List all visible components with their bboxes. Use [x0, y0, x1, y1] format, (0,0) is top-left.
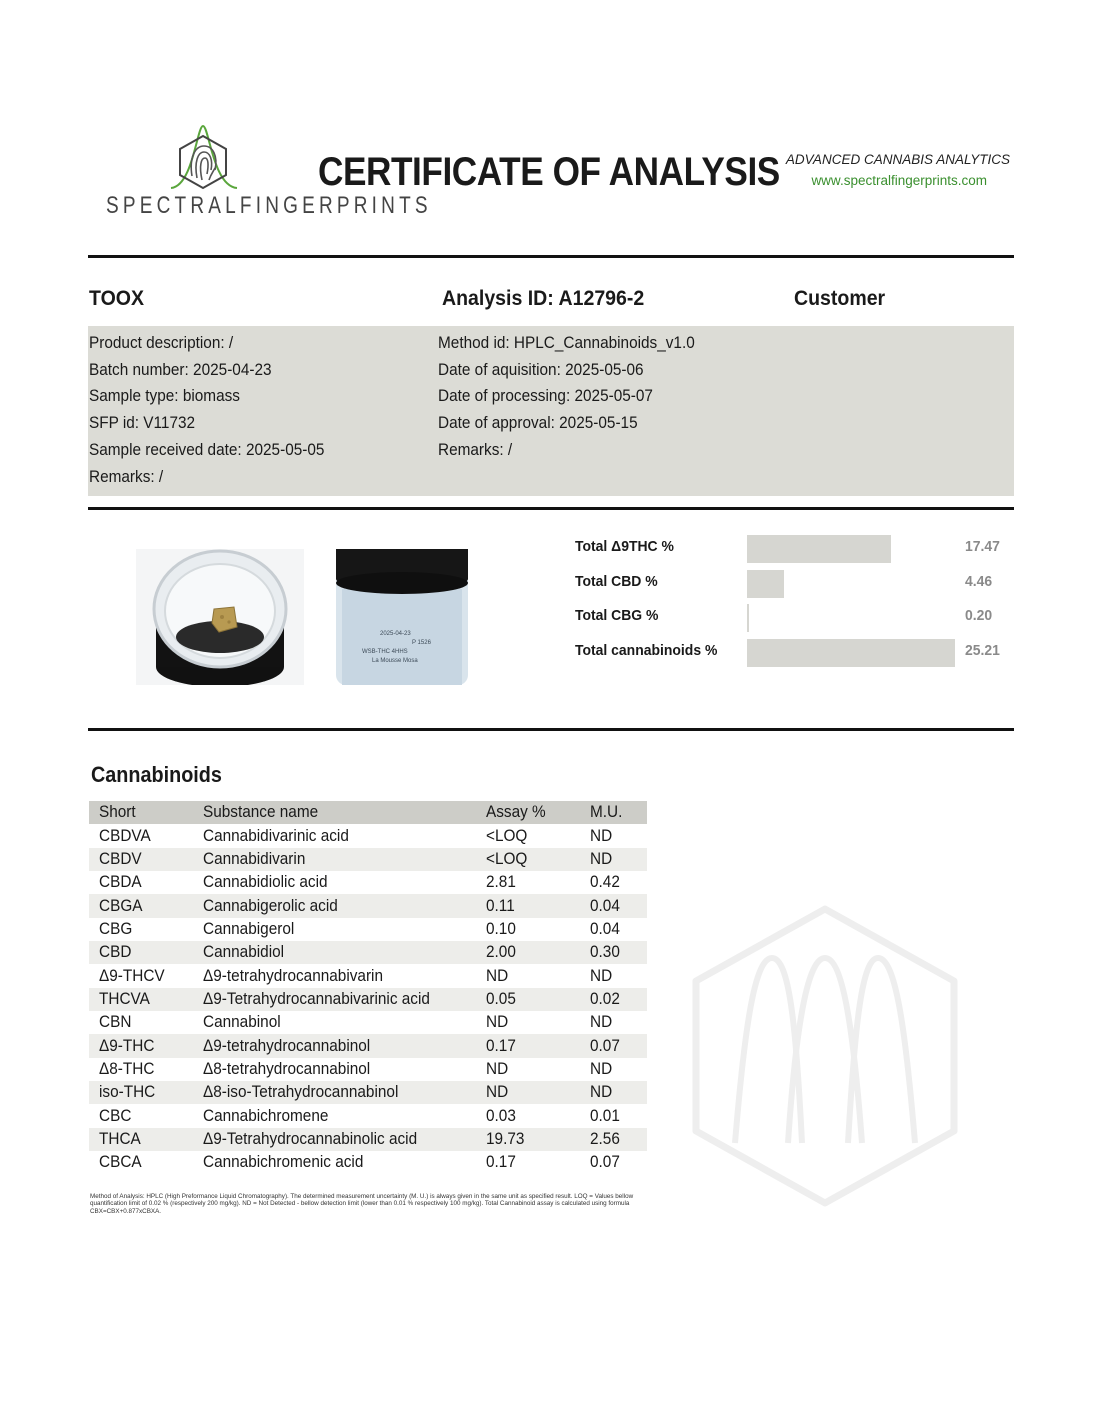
- cell-short: CBDV: [89, 848, 193, 871]
- cell-mu: 0.02: [580, 988, 647, 1011]
- logo-wordmark: SPECTRALFINGERPRINTS: [106, 193, 432, 220]
- table-row: [89, 1034, 647, 1057]
- table-row: [89, 824, 647, 847]
- cell-mu: ND: [590, 1013, 613, 1032]
- info-line: Method id: HPLC_Cannabinoids_v1.0: [438, 334, 695, 352]
- info-line: Product description: /: [89, 334, 234, 352]
- table-row: [89, 848, 647, 871]
- info-line: Remarks: /: [89, 467, 164, 486]
- table-row: [89, 871, 647, 894]
- cell-assay: 2.81: [486, 873, 516, 892]
- cell-mu: ND: [580, 1081, 647, 1104]
- cell-mu: ND: [590, 1059, 613, 1078]
- watermark-hexagon-icon: [690, 903, 960, 1208]
- table-row: [89, 1104, 647, 1127]
- column-header-mu: M.U.: [580, 801, 647, 824]
- total-bar: [747, 535, 891, 563]
- info-line: Sample type: biomass: [89, 387, 240, 406]
- fingerprint-flask-icon: [105, 122, 305, 197]
- table-row: [89, 1011, 647, 1034]
- cell-short: CBN: [99, 1013, 132, 1032]
- total-bar-track: [747, 639, 955, 667]
- info-line: Date of approval: 2025-05-15: [438, 414, 638, 433]
- client-name: TOOX: [89, 287, 144, 310]
- cell-mu: ND: [580, 848, 647, 871]
- info-line: Batch number: 2025-04-23: [89, 360, 272, 379]
- jar-label-id: P 1526: [412, 640, 431, 646]
- cell-substance: Cannabinol: [203, 1013, 281, 1032]
- table-row: [89, 941, 647, 964]
- cell-mu: 0.42: [590, 873, 620, 892]
- total-bar: [747, 639, 955, 667]
- lab-name: ADVANCED CANNABIS ANALYTICS: [785, 152, 1010, 167]
- cell-substance: Cannabidiolic acid: [203, 873, 328, 892]
- info-line: Date of processing: 2025-05-07: [438, 387, 653, 406]
- cell-short: Δ9-THCV: [99, 966, 165, 985]
- table-row: [89, 894, 647, 917]
- cell-assay: ND: [486, 966, 509, 985]
- cell-substance: Δ8-tetrahydrocannabinol: [203, 1059, 371, 1078]
- section-divider: [88, 728, 1014, 731]
- analysis-id: Analysis ID: A12796-2: [442, 287, 645, 310]
- cell-substance: Cannabigerolic acid: [193, 894, 476, 917]
- cell-assay: ND: [486, 1059, 509, 1078]
- jar-label-date: 2025-04-23: [380, 631, 411, 637]
- table-row: [89, 1081, 647, 1104]
- cell-mu: ND: [590, 966, 613, 985]
- cell-substance: Δ9-tetrahydrocannabivarin: [203, 966, 383, 985]
- cell-short: CBDA: [99, 873, 142, 892]
- cell-assay: <LOQ: [476, 848, 580, 871]
- info-line: Remarks: /: [438, 440, 513, 459]
- header-divider: [88, 255, 1014, 258]
- info-line: Date of aquisition: 2025-05-06: [438, 360, 644, 379]
- cell-mu: ND: [590, 826, 613, 845]
- jar-label-line2: WSB-THC 4HHS: [362, 649, 408, 655]
- cell-substance: Cannabidivarinic acid: [203, 826, 349, 845]
- cell-substance: Δ9-Tetrahydrocannabinolic acid: [193, 1128, 476, 1151]
- cell-mu: 0.04: [580, 894, 647, 917]
- total-value: 25.21: [965, 642, 1000, 659]
- cell-assay: 0.05: [476, 988, 580, 1011]
- sample-info-right: [438, 330, 695, 464]
- total-label: Total Δ9THC %: [575, 538, 674, 555]
- cell-assay: 0.11: [476, 894, 580, 917]
- sample-info-left: [89, 330, 324, 490]
- cell-mu: 0.07: [590, 1153, 620, 1172]
- cell-mu: 0.04: [590, 919, 620, 938]
- cell-assay: <LOQ: [486, 826, 528, 845]
- method-footnote: Method of Analysis: HPLC (High Preformance Liquid Chromatography). The determined measurement uncertainty (M. U.) is always given in the same unit as specified result. LOQ = Values bellow quantification limit of 0.02 % (respectively 200 mg/kg). ND = Not Detected - bellow detection limit (lower than 0.01 % respectively 100 mg/kg). Total Cannabinoid assay is calculated using formula CBX=CBX+0.877xCBXA.: [90, 1193, 634, 1215]
- cell-assay: 0.17: [476, 1034, 580, 1057]
- cell-short: CBC: [99, 1106, 132, 1125]
- total-bar-track: [747, 535, 955, 563]
- total-label: Total CBG %: [575, 607, 659, 624]
- table-row: [89, 1128, 647, 1151]
- total-label: Total cannabinoids %: [575, 642, 718, 659]
- section-divider: [88, 507, 1014, 510]
- cell-short: THCA: [89, 1128, 193, 1151]
- lab-website-link[interactable]: www.spectralfingerprints.com: [811, 173, 987, 188]
- cell-assay: 0.10: [486, 919, 516, 938]
- cell-assay: ND: [486, 1013, 509, 1032]
- table-row: [89, 1151, 647, 1174]
- total-bar: [747, 570, 784, 598]
- customer-label: Customer: [794, 287, 886, 310]
- cell-substance: Cannabidiol: [193, 941, 476, 964]
- cell-short: iso-THC: [89, 1081, 193, 1104]
- cell-substance: Δ8-iso-Tetrahydrocannabinol: [193, 1081, 476, 1104]
- total-bar-track: [747, 570, 955, 598]
- info-line: SFP id: V11732: [89, 414, 196, 433]
- cell-short: CBG: [99, 919, 133, 938]
- cell-short: THCVA: [89, 988, 193, 1011]
- cell-assay: 2.00: [476, 941, 580, 964]
- watermark-logo: [690, 903, 960, 1208]
- cell-assay: 0.03: [486, 1106, 516, 1125]
- table-row: [89, 964, 647, 987]
- cell-short: Δ9-THC: [89, 1034, 193, 1057]
- table-header-row: [89, 801, 647, 824]
- cell-short: Δ8-THC: [99, 1059, 155, 1078]
- cell-assay: ND: [476, 1081, 580, 1104]
- table-row: [89, 918, 647, 941]
- cell-mu: 2.56: [580, 1128, 647, 1151]
- cell-substance: Δ9-tetrahydrocannabinol: [193, 1034, 476, 1057]
- cell-assay: 19.73: [476, 1128, 580, 1151]
- cannabinoids-title: Cannabinoids: [91, 762, 222, 787]
- column-header-substance: Substance name: [193, 801, 476, 824]
- table-row: [89, 988, 647, 1011]
- total-value: 17.47: [965, 538, 1000, 555]
- cell-substance: Cannabichromenic acid: [203, 1153, 364, 1172]
- cell-short: CBGA: [89, 894, 193, 917]
- total-value: 4.46: [965, 573, 993, 590]
- total-value: 0.20: [965, 607, 993, 624]
- jar-label-line3: La Mousse Mosa: [372, 658, 418, 664]
- cell-substance: Δ9-Tetrahydrocannabivarinic acid: [193, 988, 476, 1011]
- total-label: Total CBD %: [575, 573, 658, 590]
- cannabinoids-table: [89, 801, 647, 1175]
- cell-substance: Cannabigerol: [203, 919, 295, 938]
- info-line: Sample received date: 2025-05-05: [89, 440, 325, 459]
- cell-substance: Cannabidivarin: [193, 848, 476, 871]
- cell-mu: 0.07: [580, 1034, 647, 1057]
- cell-short: CBDVA: [99, 826, 151, 845]
- table-row: [89, 1058, 647, 1081]
- column-header-assay: Assay %: [476, 801, 580, 824]
- cell-short: CBD: [89, 941, 193, 964]
- column-header-short: Short: [89, 801, 193, 824]
- sample-photo: [136, 549, 474, 685]
- cell-mu: 0.30: [580, 941, 647, 964]
- total-bar-track: [747, 604, 955, 632]
- cell-short: CBCA: [99, 1153, 142, 1172]
- document-title: CERTIFICATE OF ANALYSIS: [318, 150, 780, 194]
- cell-assay: 0.17: [486, 1153, 516, 1172]
- cell-mu: 0.01: [590, 1106, 620, 1125]
- cell-substance: Cannabichromene: [203, 1106, 329, 1125]
- total-bar: [747, 604, 749, 632]
